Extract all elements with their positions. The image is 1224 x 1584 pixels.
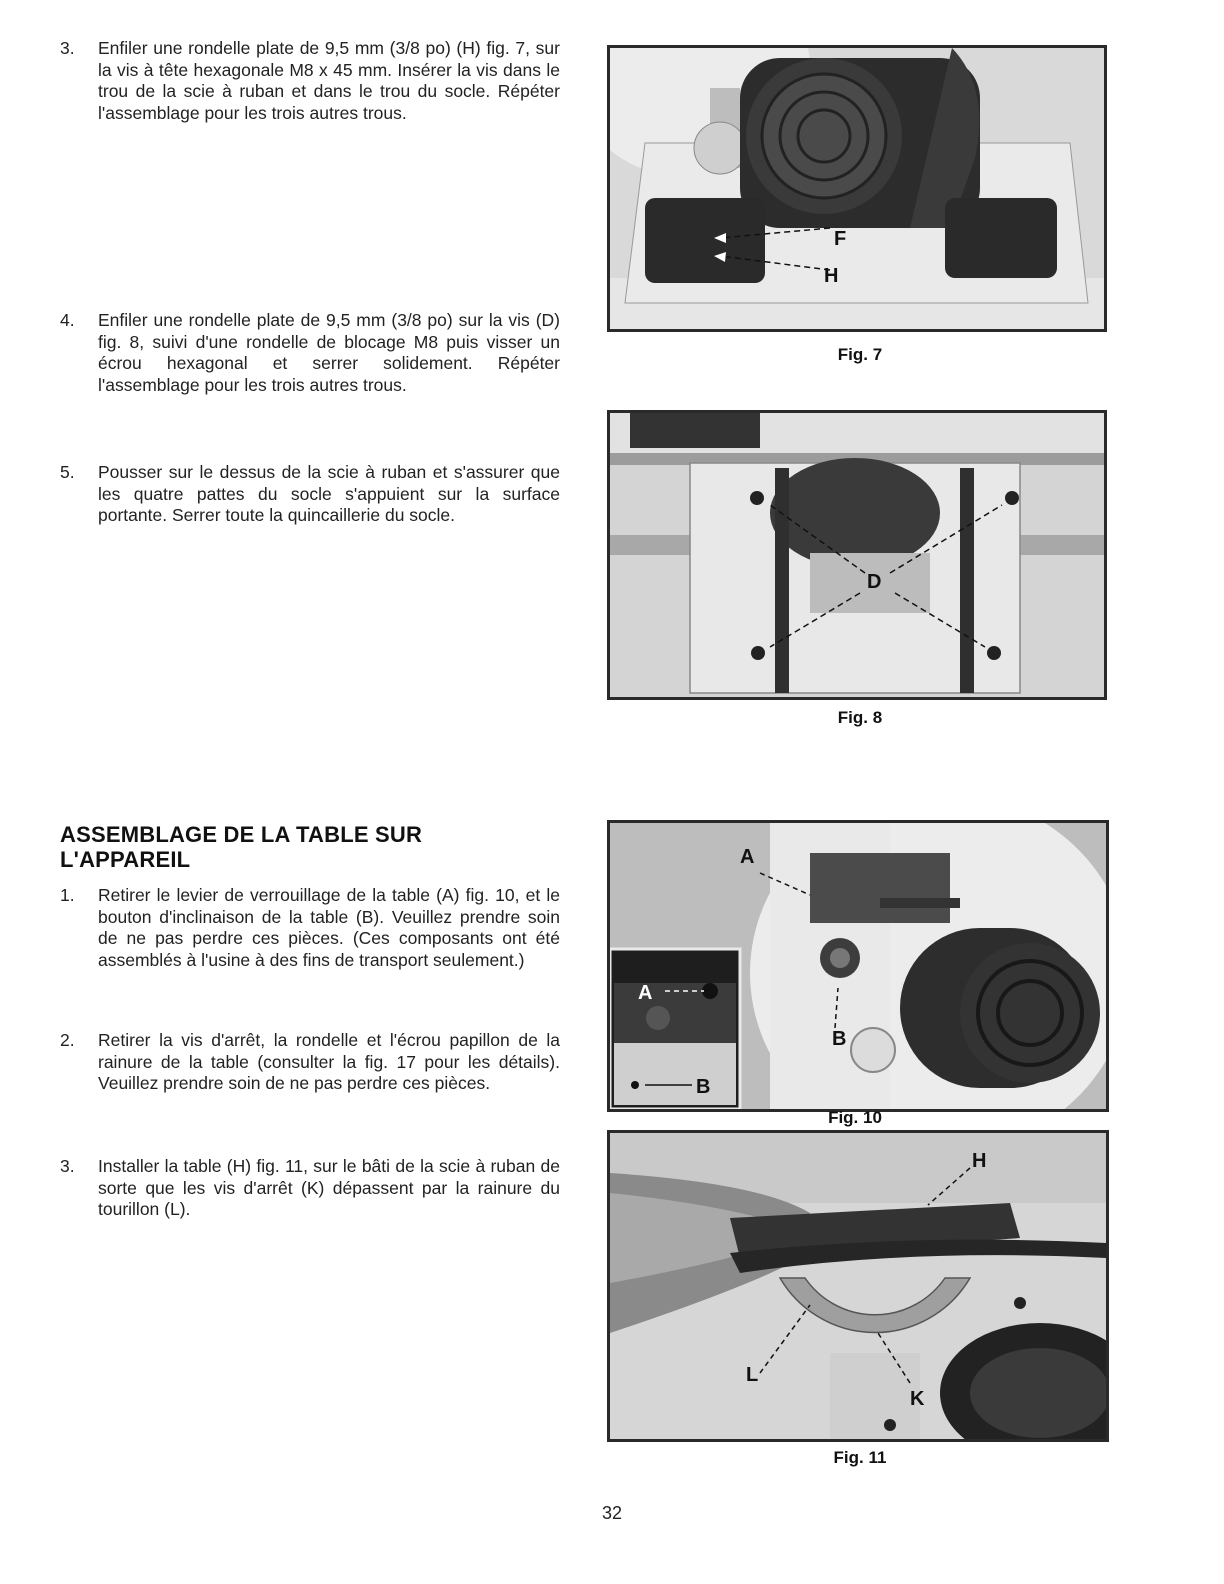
section-heading: ASSEMBLAGE DE LA TABLE SUR L'APPAREIL <box>60 822 423 872</box>
step-number: 3. <box>60 38 75 58</box>
fig10-caption: Fig. 10 <box>828 1108 882 1127</box>
figure-11-photo <box>607 1130 1109 1442</box>
fig11-caption: Fig. 11 <box>833 1448 887 1467</box>
step-text: Enfiler une rondelle plate de 9,5 mm (3/8 po) sur la vis (D) fig. 8, suivi d'une rondelle de blocage M8 puis visser un écrou hexagonal et serrer solidement. Répéter l'assemblage pour les trois autres trous. <box>98 310 560 395</box>
step-number: 4. <box>60 310 75 330</box>
step-text: Retirer la vis d'arrêt, la rondelle et l'écrou papillon de la rainure de la table (consulter la fig. 17 pour les détails). Veuillez prendre soin de ne pas perdre ces pièces. <box>98 1030 560 1093</box>
step-5-top <box>60 462 560 527</box>
step-number: 5. <box>60 462 75 482</box>
fig8-illustration <box>610 413 1104 697</box>
step-text: Enfiler une rondelle plate de 9,5 mm (3/8 po) (H) fig. 7, sur la vis à tête hexagonale M8 x 45 mm. Insérer la vis dans le trou de la scie à ruban et dans le trou du socle. Répéter l'assemblage pour les trois autres trous. <box>98 38 560 123</box>
fig10-inset-callout-b: B <box>696 1076 711 1098</box>
fig11-callout-k: K <box>910 1388 925 1410</box>
step-number: 2. <box>60 1030 75 1050</box>
fig7-illustration <box>610 48 1104 329</box>
fig7-caption: Fig. 7 <box>837 345 883 364</box>
step-3-bottom <box>60 1156 560 1221</box>
step-2-bottom <box>60 1030 560 1095</box>
step-number: 3. <box>60 1156 75 1176</box>
fig10-callout-b: B <box>832 1028 847 1050</box>
fig10-callout-a: A <box>740 846 755 868</box>
fig8-caption: Fig. 8 <box>837 708 883 727</box>
figure-7-photo <box>607 45 1107 332</box>
step-4-top <box>60 310 560 396</box>
fig8-callout-d: D <box>867 571 882 593</box>
step-text: Retirer le levier de verrouillage de la table (A) fig. 10, et le bouton d'inclinaison de la table (B). Veuillez prendre soin de ne pas perdre ces pièces. (Ces composants ont été assemblés à l'usine à des fins de transport seulement.) <box>98 885 560 970</box>
step-text: Installer la table (H) fig. 11, sur le bâti de la scie à ruban de sorte que les vis d'arrêt (K) dépassent par la rainure du tourillon (L). <box>98 1156 560 1219</box>
step-text: Pousser sur le dessus de la scie à ruban et s'assurer que les quatre pattes du socle s'appuient sur la surface portante. Serrer toute la quincaillerie du socle. <box>98 462 560 525</box>
figure-8-photo <box>607 410 1107 700</box>
step-number: 1. <box>60 885 75 905</box>
step-3-top <box>60 38 560 124</box>
fig7-callout-h: H <box>824 265 839 287</box>
fig10-inset-callout-a: A <box>638 982 653 1004</box>
step-1-bottom <box>60 885 560 971</box>
page-number: 32 <box>601 1503 623 1523</box>
fig7-callout-f: F <box>834 228 847 250</box>
fig11-illustration <box>610 1133 1106 1439</box>
fig10-illustration <box>610 823 1106 1109</box>
fig11-callout-h: H <box>972 1150 987 1172</box>
figure-10-photo <box>607 820 1109 1112</box>
fig11-callout-l: L <box>746 1364 759 1386</box>
